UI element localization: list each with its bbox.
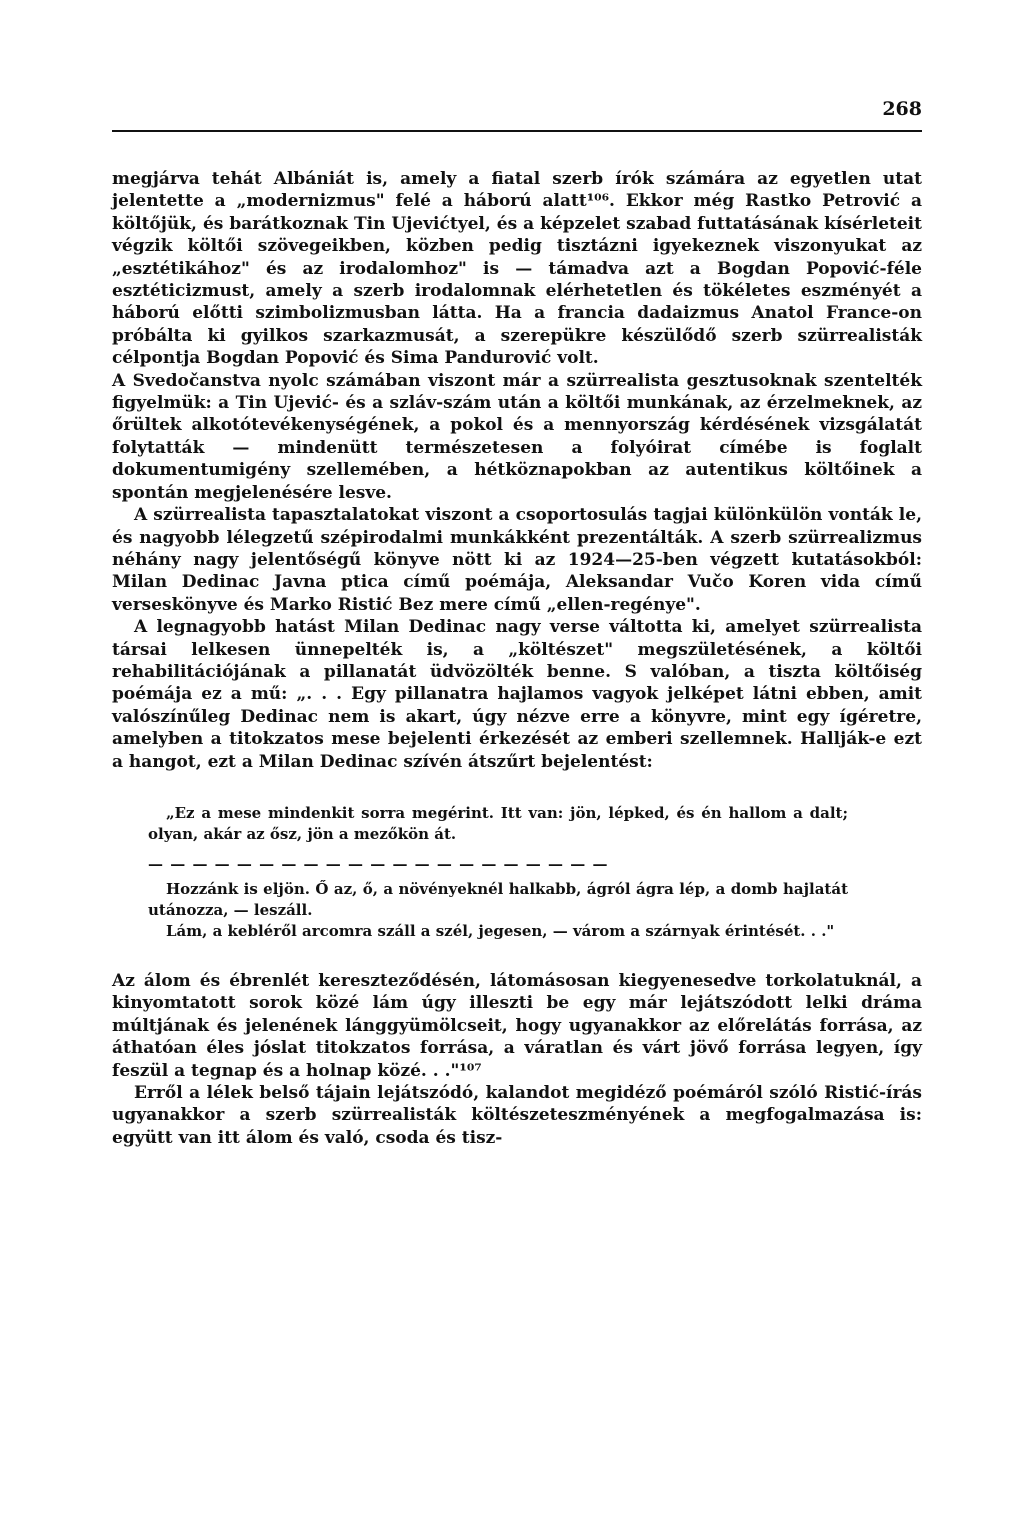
poem-quote <box>148 803 848 942</box>
paragraph-2: A Svedočanstva nyolc számában viszont már a szürrealista gesztusoknak szentelték figyelmük: a Tin Ujević- és a szláv-szám után a költői munkának, az érzelmeknek, az őrültek alkotótevékenységének, a pokol és a mennyország kérdésének vizsgálatát folytatták — mindenütt természetesen a folyóirat címébe is foglalt dokumentumigény szellemében, a hétköznapokban az autentikus költőinek a spontán megjelenésére lesve. <box>112 370 922 503</box>
quote-omission-dashes: — — — — — — — — — — — — — — — — — — — — — <box>148 854 609 873</box>
paragraph-4: A legnagyobb hatást Milan Dedinac nagy verse váltotta ki, amelyet szürrealista társai lelkesen ünnepelték is, a „költészet" megszületésének, a költői rehabilitációjának a pillanatát üdvözölték benne. S valóban, a tiszta költőiség poémája ez a mű: „. . . Egy pillanatra hajlamos vagyok jelképet látni ebben, amit valószínűleg Dedinac nem is akart, úgy nézve erre a könyvre, mint egy ígéretre, amelyben a titokzatos mese bejelenti érkezését az emberi szellemnek. Hallják-e ezt a hangot, ezt a Milan Dedinac szívén átszűrt bejelentést: <box>112 617 922 772</box>
after-quote <box>112 970 922 1149</box>
page-body <box>112 168 922 1149</box>
quote-stanza-2: Hozzánk is eljön. Ő az, ő, a növényeknél halkabb, ágról ágra lép, a domb hajlatát utánozza, — leszáll. <box>148 879 848 919</box>
header-rule <box>112 130 922 132</box>
quote-stanza-1: „Ez a mese mindenkit sorra megérint. Itt van: jön, lépked, és én hallom a dalt; olyan, akár az ősz, jön a mezőkön át. <box>148 803 848 843</box>
quote-stanza-3: Lám, a kebléről arcomra száll a szél, jegesen, — várom a szárnyak érintését. . ." <box>166 921 835 940</box>
paragraph-1: megjárva tehát Albániát is, amely a fiatal szerb írók számára az egyetlen utat jelentette a „modernizmus" felé a háború alatt¹⁰⁶. Ekkor még Rastko Petrović a költőjük, és barátkoznak Tin Ujevićtyel, és a képzelet szabad futtatásának kísérleteit végzik költői szövegeikben, közben pedig tisztázni igyekeznek viszonyukat az „esztétikához" és az irodalomhoz" is — támadva azt a Bogdan Popović-féle esztéticizmust, amely a szerb irodalomnak elérhetetlen és tökéletes eszményét a háború előtti szimbolizmusban látta. Ha a francia dadaizmus Anatol France-on próbálta ki gyilkos szarkazmusát, a szerepükre készülődő szerb szürrealisták célpontja Bogdan Popović és Sima Pandurović volt. <box>112 169 922 369</box>
page-number: 268 <box>882 98 922 120</box>
paragraph-3: A szürrealista tapasztalatokat viszont a csoportosulás tagjai különkülön vonták le, és nagyobb lélegzetű szépirodalmi munkákként prezentálták. A szerb szürrealizmus néhány nagy jelentőségű könyve nött ki az 1924—25-ben végzett kutatásokból: Milan Dedinac Javna ptica című poémája, Aleksandar Vučo Koren vida című verseskönyve és Marko Ristić Bez mere című „ellen-regénye". <box>112 505 922 615</box>
paragraph-6: Erről a lélek belső tájain lejátszódó, kalandot megidéző poémáról szóló Ristić-írás ugyanakkor a szerb szürrealisták költészeteszményének a megfogalmazása is: együtt van itt álom és való, csoda és tisz- <box>112 1083 922 1148</box>
paragraph-5: Az álom és ébrenlét kereszteződésén, látomásosan kiegyenesedve torkolatuknál, a kinyomtatott sorok közé lám úgy illeszti be egy már lejátszódott lelki dráma múltjának és jelenének lánggyümölcseit, hogy ugyanakkor az előrelátás forrása, az áthatóan éles jóslat titokzatos forrása, a váratlan és várt jövő forrása legyen, így feszül a tegnap és a holnap közé. . ."¹⁰⁷ <box>112 970 922 1081</box>
